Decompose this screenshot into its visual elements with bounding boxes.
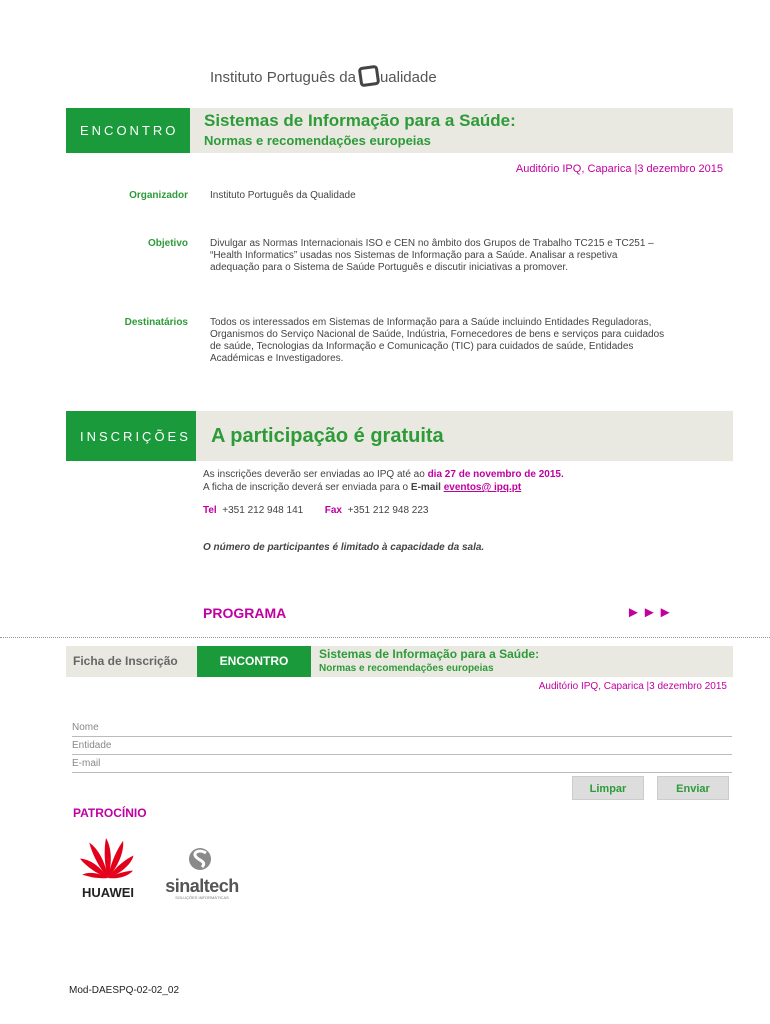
programa-arrows-icon[interactable]: ►►► (626, 604, 674, 621)
contacts: Tel +351 212 948 141 Fax +351 212 948 223 (203, 505, 429, 516)
sinaltech-logo (160, 846, 244, 898)
destinatarios-text: Todos os interessados em Sistemas de Informação para a Saúde incluindo Entidades Reguladoras, Organismos do Serviço Nacional de Saúde, Indústria, Fornecedores de bens e serviços para cuidados de saúde, Tecnologias da Informação e Comunicação (TIC) para cuidados de saúde, Entidades Académicas e Investigadores. (210, 317, 665, 364)
sinaltech-text: sinaltech (165, 876, 239, 896)
encontro-label: ENCONTRO (66, 108, 190, 153)
form-encontro-label: ENCONTRO (197, 646, 311, 677)
ipq-logo (210, 66, 437, 86)
huawei-flower-icon (72, 836, 144, 880)
capacity-note: O número de participantes é limitado à capacidade da sala. (203, 542, 485, 553)
divider (0, 637, 770, 638)
logo-q-icon (358, 65, 381, 88)
send-button[interactable]: Enviar (657, 776, 729, 800)
objetivo-label: Objetivo (147, 238, 188, 249)
huawei-logo (72, 836, 144, 900)
email-field[interactable]: E-mail (72, 755, 732, 773)
email-link[interactable]: eventos@ ipq.pt (443, 482, 522, 493)
organizador-label: Organizador (129, 190, 188, 201)
destinatarios-label: Destinatários (124, 317, 188, 328)
form-title: Ficha de Inscrição (73, 654, 178, 668)
form-code: Mod-DAESPQ-02-02_02 (69, 985, 180, 996)
huawei-text: HUAWEI (82, 885, 134, 900)
sinaltech-tagline: SOLUÇÕES INFORMÁTICAS (175, 895, 229, 900)
programa-link[interactable]: PROGRAMA (203, 605, 287, 621)
logo-text: Instituto Português da (210, 69, 356, 86)
event-subtitle: Normas e recomendações europeias (204, 133, 431, 148)
event-venue: Auditório IPQ, Caparica |3 dezembro 2015 (515, 163, 723, 175)
inscricoes-title: A participação é gratuita (211, 425, 444, 447)
organizador-text: Instituto Português da Qualidade (210, 190, 356, 201)
form-event-subtitle: Normas e recomendações europeias (319, 663, 494, 674)
form-venue: Auditório IPQ, Caparica |3 dezembro 2015 (538, 681, 727, 692)
form-event-title: Sistemas de Informação para a Saúde: (319, 647, 540, 661)
inscricoes-line1: As inscrições deverão ser enviadas ao IPQ até ao dia 27 de novembro de 2015. (203, 469, 564, 480)
tel-number: +351 212 948 141 (222, 505, 304, 516)
event-title: Sistemas de Informação para a Saúde: (204, 111, 516, 130)
objetivo-text: Divulgar as Normas Internacionais ISO e CEN no âmbito dos Grupos de Trabalho TC215 e TC251 – “Health Informatics” usadas nos Sistemas de Informação para a Saúde. Analisar a respetiva adequação para o Sistema de Saúde Português e discutir iniciativas a promover. (210, 238, 654, 273)
logo-text-end: ualidade (379, 69, 437, 86)
name-field[interactable]: Nome (72, 719, 732, 737)
patrocinio-label: PATROCÍNIO (73, 806, 147, 820)
fax-number: +351 212 948 223 (347, 505, 429, 516)
inscricoes-label: INSCRIÇÕES (66, 411, 196, 461)
entity-field[interactable]: Entidade (72, 737, 732, 755)
sinaltech-s-icon (160, 846, 244, 872)
clear-button[interactable]: Limpar (572, 776, 644, 800)
inscricoes-line2: A ficha de inscrição deverá ser enviada para o E-mail eventos@ ipq.pt (203, 482, 522, 493)
